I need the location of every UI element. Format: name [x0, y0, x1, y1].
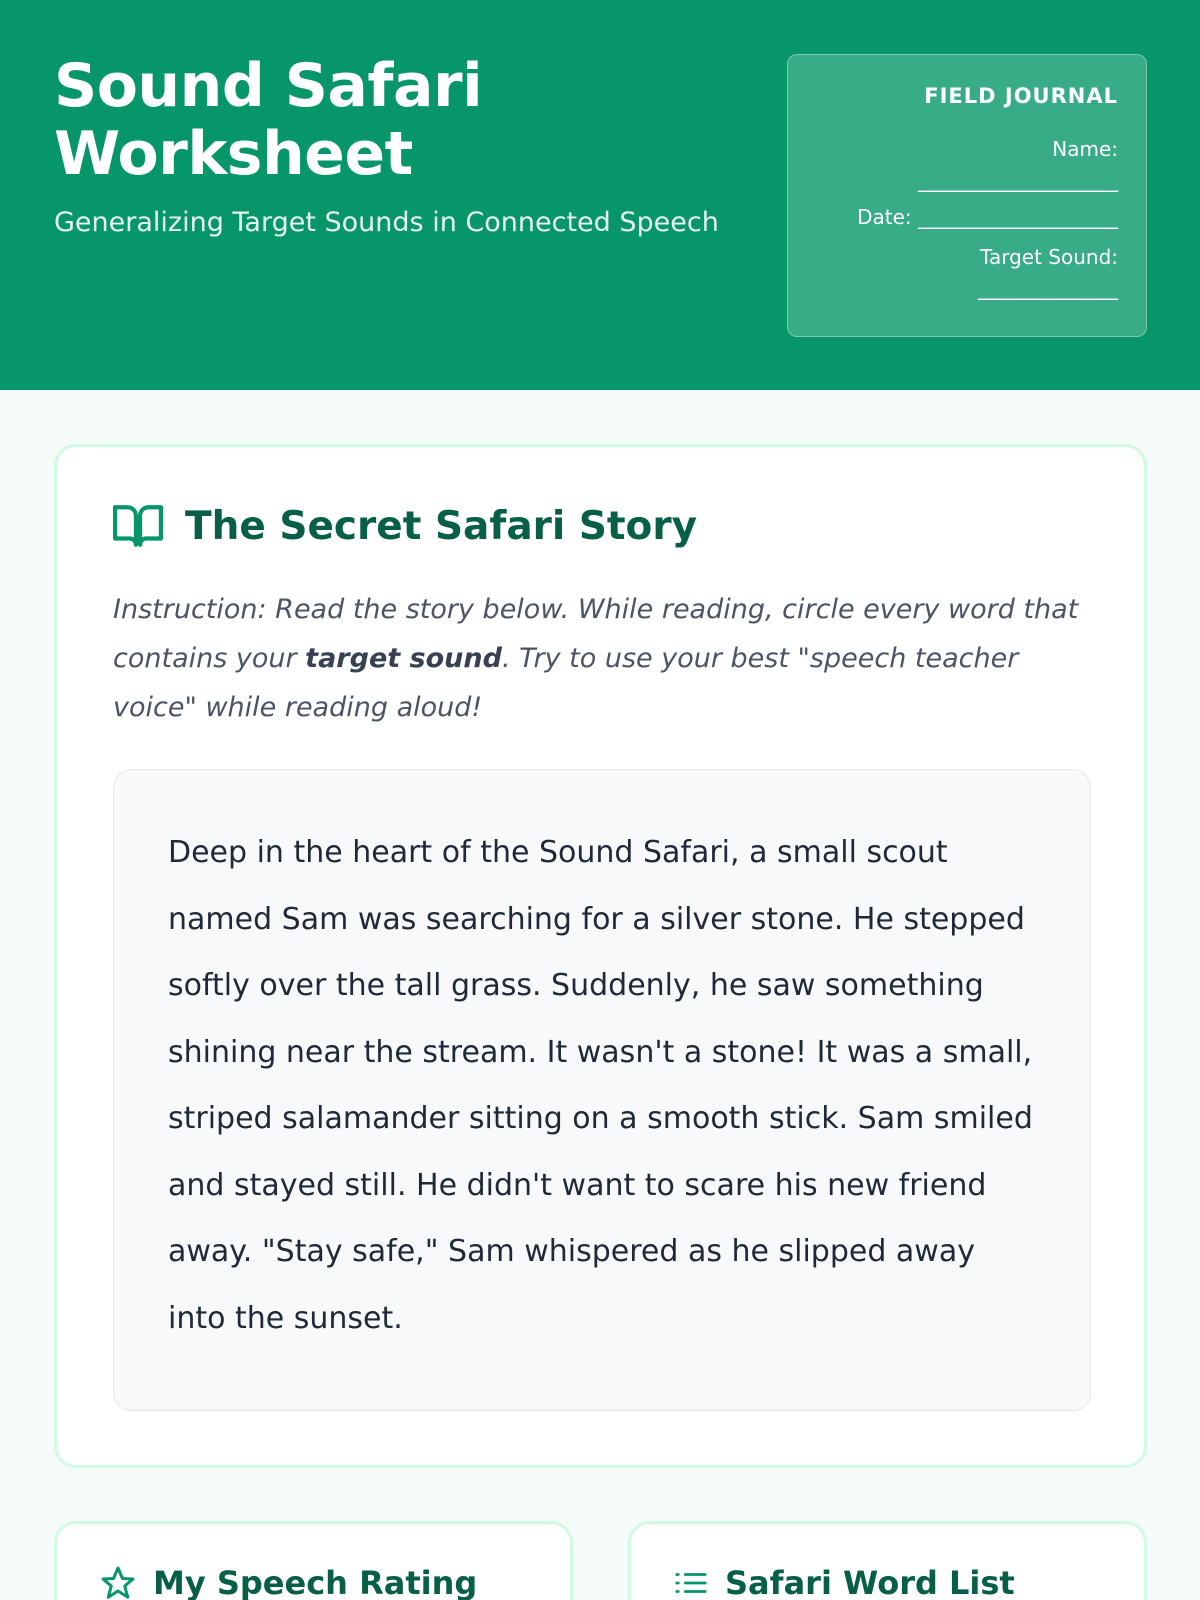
word-list-card	[628, 1521, 1147, 1600]
header-banner	[0, 0, 1200, 390]
story-instruction	[113, 585, 1103, 732]
target-sound-field[interactable]: ______________	[978, 276, 1118, 300]
word-list-heading	[673, 1564, 1015, 1600]
story-title: The Secret Safari Story	[185, 503, 698, 549]
name-label: Name:	[1052, 137, 1118, 161]
story-box	[113, 769, 1091, 1411]
speech-rating-heading	[99, 1564, 477, 1600]
speech-rating-title: My Speech Rating	[153, 1564, 478, 1600]
book-icon	[113, 503, 163, 549]
field-journal-box	[787, 54, 1147, 337]
date-field[interactable]: Date: ____________________	[857, 205, 1118, 229]
word-list-title: Safari Word List	[725, 1564, 1015, 1600]
star-icon	[99, 1565, 137, 1600]
story-card	[54, 444, 1147, 1468]
story-heading	[113, 503, 697, 549]
field-journal-title: FIELD JOURNAL	[924, 84, 1118, 108]
page-title: Sound Safari Worksheet	[54, 51, 483, 189]
instruction-text: Instruction: Read the story below. While reading, circle every word that contains your	[113, 594, 1079, 674]
page-subtitle: Generalizing Target Sounds in Connected Speech	[54, 207, 719, 238]
instruction-text-end: . Try to use your best "speech teacher voice" while reading aloud!	[113, 643, 1019, 723]
list-icon	[673, 1566, 709, 1600]
target-sound-label: Target Sound:	[980, 245, 1118, 269]
name-field[interactable]: ____________________	[918, 168, 1118, 192]
instruction-emphasis: target sound	[305, 643, 502, 674]
story-text: Deep in the heart of the Sound Safari, a small scout named Sam was searching for a silver stone. He stepped softly over the tall grass. Suddenly, he saw something shining near the stream. It wasn't a stone! It was a small, striped salamander sitting on a smooth stick. Sam smiled and stayed still. He didn't want to scare his new friend away. "Stay safe," Sam whispered as he slipped away into the sunset.	[168, 835, 1033, 1336]
speech-rating-card	[54, 1521, 573, 1600]
